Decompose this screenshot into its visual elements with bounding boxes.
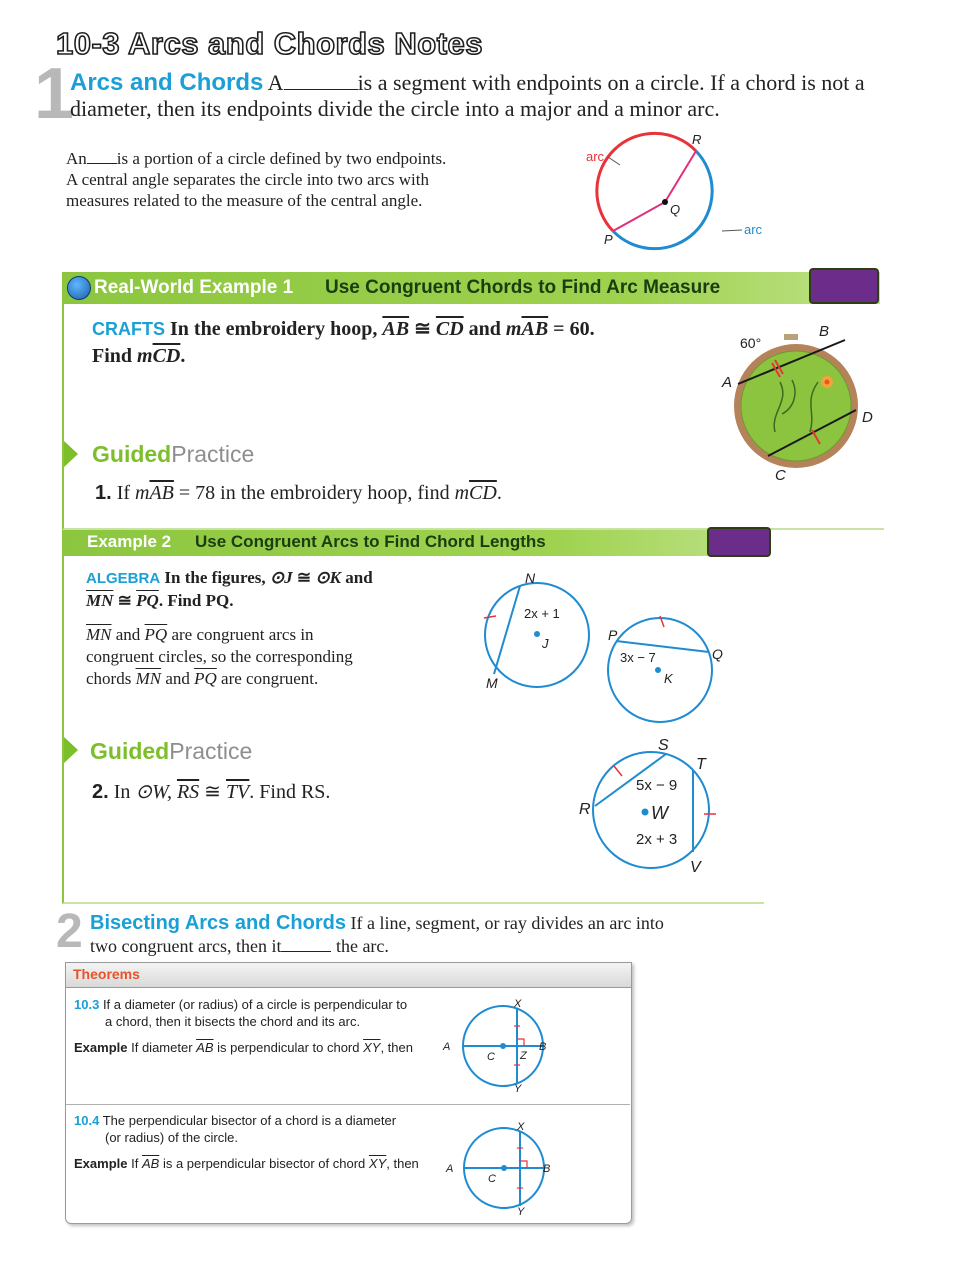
theorem-10-3-figure bbox=[440, 994, 570, 1096]
label-arc-top: arc bbox=[586, 149, 605, 164]
algebra-tag: ALGEBRA bbox=[86, 570, 161, 587]
svg-text:A: A bbox=[443, 1041, 451, 1053]
example1-title: Use Congruent Chords to Find Arc Measure bbox=[325, 277, 721, 298]
section2-heading: Bisecting Arcs and Chords bbox=[90, 912, 346, 934]
label-K: K bbox=[664, 671, 673, 686]
globe-icon bbox=[67, 276, 91, 300]
label-D: D bbox=[862, 409, 873, 426]
expr-2x1: 2x + 1 bbox=[524, 606, 560, 621]
guided2-num: 2. bbox=[92, 781, 109, 803]
label-Q: Q bbox=[670, 202, 681, 217]
example1-problem bbox=[92, 316, 712, 370]
center-Q bbox=[662, 199, 668, 205]
svg-text:X: X bbox=[517, 1121, 525, 1133]
blank-arc[interactable] bbox=[87, 151, 117, 164]
label-R: R bbox=[692, 132, 702, 147]
ex1-AB: $\overline{AB}$ bbox=[382, 318, 410, 340]
ex1-eq60: = 60. bbox=[553, 318, 595, 340]
arc-diagram bbox=[570, 128, 790, 268]
page-title: 10-3 Arcs and Chords Notes bbox=[56, 26, 484, 61]
guided1-heading: GuidedPractice bbox=[92, 441, 255, 467]
example1-tab-icon[interactable] bbox=[809, 268, 879, 304]
label-T: T bbox=[696, 756, 706, 773]
svg-text:Y: Y bbox=[514, 1083, 522, 1095]
theorem-10-3-example: Example If diameter $\overline{AB}$ is perpendicular to chord $\overline{XY}$, then bbox=[74, 1040, 413, 1055]
chord-MN bbox=[494, 586, 520, 674]
guided2-problem: 2. In ⊙W, $\overline{RS}$ ≅ $\overline{TV}$. Find RS. bbox=[92, 781, 331, 803]
ex1-CD: $\overline{CD}$ bbox=[435, 318, 464, 340]
guided1-arrow bbox=[64, 441, 78, 467]
svg-text:X: X bbox=[514, 998, 522, 1010]
blank-chord[interactable] bbox=[284, 75, 358, 90]
section-number-2: 2 bbox=[56, 905, 83, 958]
arc-def-1: An bbox=[66, 149, 87, 168]
section1-text-a: A bbox=[267, 70, 284, 95]
ex1-and: and bbox=[468, 318, 501, 340]
label-C: C bbox=[775, 467, 786, 484]
svg-text:C: C bbox=[488, 1173, 496, 1185]
label-60: 60° bbox=[740, 335, 762, 351]
section1-intro bbox=[70, 70, 950, 122]
section1-text-b: is a segment with endpoints on a circle. If a chord is not a bbox=[357, 70, 865, 95]
embroidery-hoop bbox=[720, 322, 885, 487]
blank-bisects[interactable] bbox=[281, 939, 331, 952]
example2-explanation: $\overline{MN}$ and $\overline{PQ}$ are congruent arcs in congruent circles, so the corresponding chords $\overline{MN}$ and $\overline{PQ}$ are congruent. bbox=[86, 625, 353, 688]
label-V: V bbox=[690, 859, 701, 876]
label-P: P bbox=[604, 232, 613, 247]
label-A: A bbox=[722, 374, 733, 391]
ex1-find: Find bbox=[92, 345, 133, 367]
section-number-1: 1 bbox=[34, 54, 75, 134]
example2-title: Use Congruent Arcs to Find Chord Lengths bbox=[195, 532, 546, 551]
label-R2: R bbox=[579, 801, 591, 818]
theorems-header-bar bbox=[65, 962, 632, 988]
theorem-10-4: 10.4 The perpendicular bisector of a chord is a diameter (or radius) of the circle. bbox=[74, 1113, 397, 1145]
expr-2x3: 2x + 3 bbox=[636, 831, 678, 848]
ex1-cong: ≅ bbox=[414, 318, 431, 340]
arc-definition bbox=[66, 148, 536, 211]
hoop-fabric bbox=[741, 351, 851, 461]
guided1-problem: 1. If $m\overline{AB} = 78$ in the embroidery hoop, find $m\overline{CD}$. bbox=[95, 482, 502, 504]
ex1-find-end: . bbox=[180, 345, 186, 367]
svg-text:A: A bbox=[446, 1163, 454, 1175]
ex1-arcCD: $\overline{CD}$ bbox=[152, 345, 181, 367]
guided1-num: 1. bbox=[95, 482, 112, 504]
label-W: W bbox=[651, 803, 668, 823]
example2-label: Example 2 bbox=[87, 532, 172, 551]
theorem-10-3: 10.3 If a diameter (or radius) of a circle is perpendicular to a chord, then it bisects the chord and its arc. bbox=[74, 997, 408, 1029]
svg-text:Y: Y bbox=[517, 1206, 525, 1218]
theorems-divider bbox=[66, 1104, 630, 1105]
svg-text:B: B bbox=[539, 1041, 547, 1053]
major-arc-blue bbox=[613, 151, 712, 249]
label-Q2: Q bbox=[712, 646, 723, 662]
label-N: N bbox=[525, 570, 536, 586]
label-B: B bbox=[819, 323, 830, 340]
minor-arc-red bbox=[597, 133, 696, 231]
svg-text:C: C bbox=[487, 1051, 495, 1063]
crafts-tag: CRAFTS bbox=[92, 319, 165, 339]
expr-3x7: 3x − 7 bbox=[620, 650, 656, 665]
ex1-text-1: In the embroidery hoop, bbox=[170, 318, 378, 340]
ex1-m: m bbox=[505, 318, 522, 340]
label-M: M bbox=[486, 675, 498, 691]
radius-QR bbox=[665, 151, 696, 202]
label-S: S bbox=[658, 737, 669, 754]
guided2-figure bbox=[570, 734, 730, 876]
theorem-10-4-figure bbox=[440, 1114, 570, 1220]
expr-5x9: 5x − 9 bbox=[636, 777, 678, 794]
example2-problem: ALGEBRA In the figures, ⊙J ≅ ⊙K and $\overline{MN}$ ≅ $\overline{PQ}$. Find PQ. bbox=[86, 568, 373, 610]
example1-label: Real-World Example 1 bbox=[94, 277, 294, 298]
example2-figures bbox=[470, 566, 740, 728]
section2-intro: Bisecting Arcs and Chords If a line, segment, or ray divides an arc into two congruent arcs, then it the arc. bbox=[90, 912, 664, 956]
arc-def-4: measures related to the measure of the central angle. bbox=[66, 191, 423, 210]
radius-QP bbox=[613, 202, 665, 231]
svg-text:Z: Z bbox=[520, 1050, 527, 1062]
ex1-arcAB: $\overline{AB}$ bbox=[521, 318, 549, 340]
guided2-arrow bbox=[64, 737, 78, 763]
label-arc-bottom: arc bbox=[744, 222, 763, 237]
svg-text:B: B bbox=[543, 1163, 551, 1175]
section1-text-c: diameter, then its endpoints divide the circle into a major and a minor arc. bbox=[70, 96, 720, 121]
section1-heading: Arcs and Chords bbox=[70, 69, 264, 96]
label-J: J bbox=[542, 636, 549, 651]
arc-def-3: A central angle separates the circle into two arcs with bbox=[66, 170, 429, 189]
arc-def-2: is a portion of a circle defined by two endpoints. bbox=[116, 149, 447, 168]
theorems-header: Theorems bbox=[73, 966, 140, 982]
ex1-m2: m bbox=[137, 345, 153, 367]
example2-tab-icon[interactable] bbox=[707, 527, 771, 557]
guided2-heading: GuidedPractice bbox=[90, 738, 253, 764]
label-P2: P bbox=[608, 627, 618, 643]
theorem-10-4-example: Example If $\overline{AB}$ is a perpendicular bisector of chord $\overline{XY}$, then bbox=[74, 1156, 419, 1171]
